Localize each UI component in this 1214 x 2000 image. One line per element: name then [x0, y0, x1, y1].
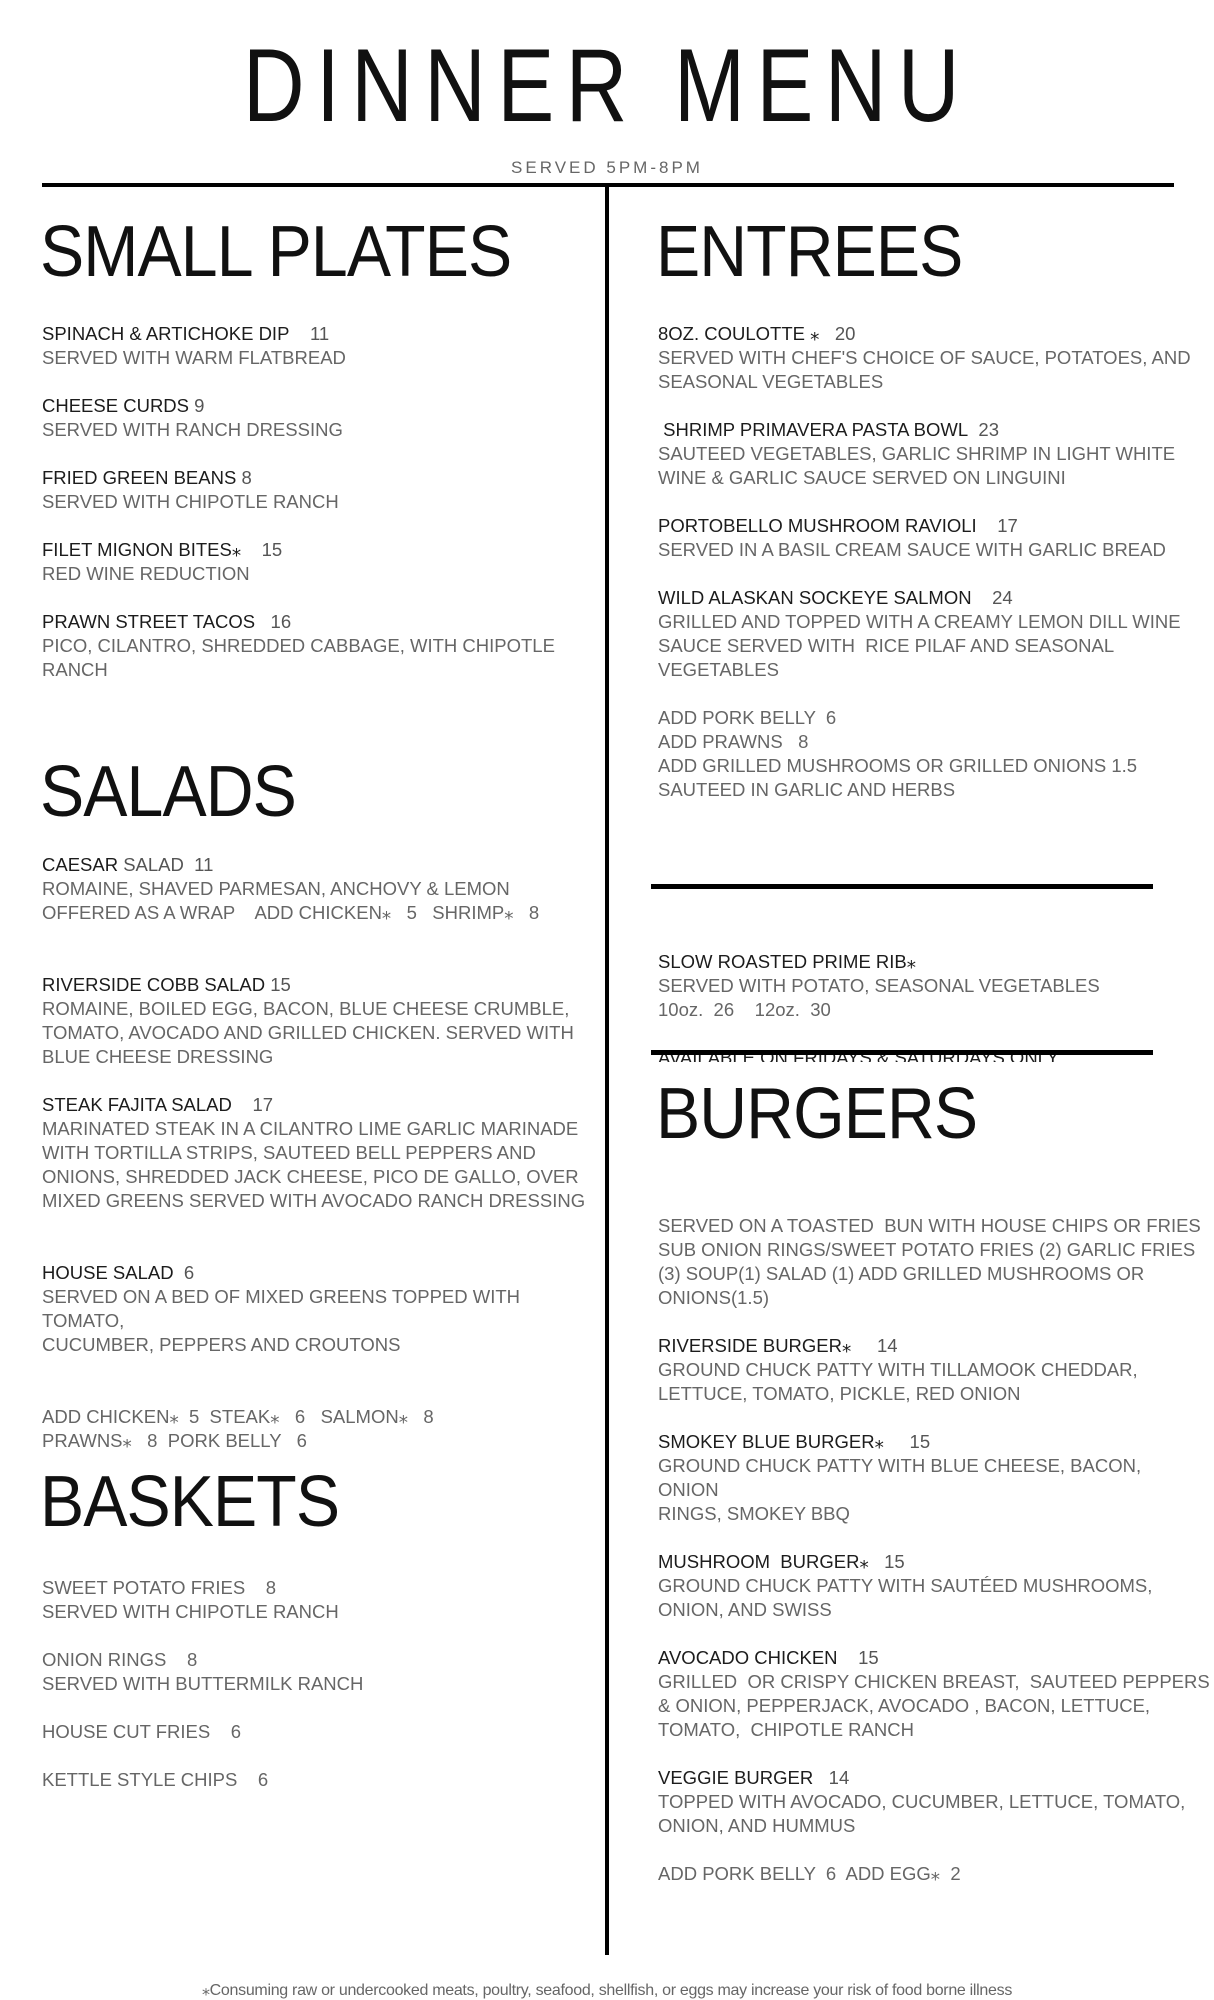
prime-rib-top-divider — [651, 884, 1153, 889]
item-description: SAUCE SERVED WITH RICE PILAF AND SEASONAL — [658, 635, 1115, 656]
menu-item — [42, 466, 582, 514]
menu-item — [42, 853, 602, 925]
item-description: SERVED WITH POTATO, SEASONAL VEGETABLES — [658, 975, 1100, 996]
service-hours: SERVED 5PM-8PM — [511, 158, 703, 177]
item-name: 8OZ. COULOTTE ⁎ — [658, 323, 820, 344]
item-name: ONION RINGS — [42, 1649, 167, 1670]
item-name: FILET MIGNON BITES⁎ — [42, 539, 242, 560]
item-name: CAESAR — [42, 854, 119, 875]
item-description: LETTUCE, TOMATO, PICKLE, RED ONION — [658, 1383, 1021, 1404]
item-description: SERVED ON A BED OF MIXED GREENS TOPPED WITH TOMATO, — [42, 1286, 521, 1331]
salads-list — [42, 853, 602, 1453]
entree-addons: ADD PRAWNS 8 — [658, 731, 809, 752]
section-title-salads: SALADS — [40, 752, 296, 832]
item-price: 24 — [992, 587, 1013, 608]
item-description: VEGETABLES — [658, 659, 779, 680]
burger-addons: ADD PORK BELLY 6 ADD EGG⁎ 2 — [658, 1863, 961, 1884]
section-title-burgers: BURGERS — [656, 1074, 978, 1154]
item-name: PORTOBELLO MUSHROOM RAVIOLI — [658, 515, 977, 536]
menu-title: DINNER MENU — [242, 28, 971, 144]
small-plates-list — [42, 322, 582, 682]
item-description: SERVED IN A BASIL CREAM SAUCE WITH GARLIC BREAD — [658, 539, 1166, 560]
item-description: ONION, AND SWISS — [658, 1599, 832, 1620]
item-description: SERVED WITH BUTTERMILK RANCH — [42, 1673, 364, 1694]
item-name: HOUSE CUT FRIES — [42, 1721, 211, 1742]
item-name: SPINACH & ARTICHOKE DIP — [42, 323, 290, 344]
menu-item — [658, 586, 1198, 682]
section-title-small-plates: SMALL PLATES — [40, 212, 512, 292]
item-sizes: 10oz. 26 12oz. 30 — [658, 999, 831, 1020]
item-description: GROUND CHUCK PATTY WITH TILLAMOOK CHEDDAR, — [658, 1359, 1138, 1380]
item-price: 15 — [261, 539, 283, 560]
item-price: 6 — [183, 1262, 195, 1283]
entree-addons: SAUTEED IN GARLIC AND HERBS — [658, 779, 956, 800]
menu-item — [658, 322, 1198, 394]
item-description: MIXED GREENS SERVED WITH AVOCADO RANCH DRESSING — [42, 1190, 586, 1211]
menu-item — [42, 1768, 582, 1792]
food-safety-footnote: ⁎Consuming raw or undercooked meats, poultry, seafood, shellfish, or eggs may increase your risk of food borne illness — [201, 1982, 1013, 1999]
menu-item — [42, 1648, 582, 1696]
item-description: RED WINE REDUCTION — [42, 563, 250, 584]
item-price: 15 — [858, 1647, 879, 1668]
item-description: SERVED WITH CHEF'S CHOICE OF SAUCE, POTATOES, AND — [658, 347, 1191, 368]
item-price: 16 — [270, 611, 292, 632]
item-description: WINE & GARLIC SAUCE SERVED ON LINGUINI — [658, 467, 1066, 488]
item-price: 15 — [270, 974, 291, 995]
item-name: RIVERSIDE COBB SALAD — [42, 974, 266, 995]
item-price: 9 — [194, 395, 205, 416]
item-description: MARINATED STEAK IN A CILANTRO LIME GARLIC MARINADE — [42, 1118, 579, 1139]
menu-item — [658, 1766, 1198, 1838]
item-name: STEAK FAJITA SALAD — [42, 1094, 232, 1115]
item-price: 17 — [997, 515, 1018, 536]
item-name: WILD ALASKAN SOCKEYE SALMON — [658, 587, 972, 608]
item-price: 8 — [265, 1577, 277, 1598]
section-title-entrees: ENTREES — [656, 212, 963, 292]
item-description: ROMAINE, SHAVED PARMESAN, ANCHOVY & LEMON — [42, 878, 510, 899]
item-price: 11 — [309, 323, 330, 344]
column-divider — [605, 185, 609, 1955]
burger-sides-info: SUB ONION RINGS/SWEET POTATO FRIES (2) GARLIC FRIES — [658, 1239, 1196, 1260]
item-description: & ONION, PEPPERJACK, AVOCADO , BACON, LETTUCE, — [658, 1695, 1151, 1716]
item-price: 15 — [884, 1551, 905, 1572]
item-description: WITH TORTILLA STRIPS, SAUTEED BELL PEPPERS AND — [42, 1142, 536, 1163]
entree-addons: ADD PORK BELLY 6 — [658, 707, 837, 728]
item-price: 20 — [834, 323, 856, 344]
item-description: GROUND CHUCK PATTY WITH BLUE CHEESE, BACON, ONION — [658, 1455, 1142, 1500]
item-description: RANCH — [42, 659, 108, 680]
burgers-list — [658, 1214, 1210, 1886]
item-description: CUCUMBER, PEPPERS AND CROUTONS — [42, 1334, 401, 1355]
menu-item — [42, 1093, 602, 1213]
item-name: SHRIMP PRIMAVERA PASTA BOWL — [663, 419, 969, 440]
menu-item — [42, 538, 582, 586]
salad-addons: PRAWNS⁎ 8 PORK BELLY 6 — [42, 1430, 307, 1451]
salad-addons: ADD CHICKEN⁎ 5 STEAK⁎ 6 SALMON⁎ 8 — [42, 1406, 434, 1427]
item-description: OFFERED AS A WRAP ADD CHICKEN⁎ 5 SHRIMP⁎ 8 — [42, 902, 540, 923]
item-price: 8 — [186, 1649, 198, 1670]
item-price: 23 — [978, 419, 999, 440]
item-description: BLUE CHEESE DRESSING — [42, 1046, 274, 1067]
item-name: KETTLE STYLE CHIPS — [42, 1769, 238, 1790]
entrees-list — [658, 322, 1198, 802]
item-description: SERVED WITH WARM FLATBREAD — [42, 347, 346, 368]
menu-item — [42, 610, 582, 682]
item-description: TOPPED WITH AVOCADO, CUCUMBER, LETTUCE, TOMATO, — [658, 1791, 1186, 1812]
item-description: TOMATO, AVOCADO AND GRILLED CHICKEN. SERVED WITH — [42, 1022, 574, 1043]
burger-sides-info: SERVED ON A TOASTED BUN WITH HOUSE CHIPS OR FRIES — [658, 1215, 1201, 1236]
burger-sides-info: ONIONS(1.5) — [658, 1287, 770, 1308]
menu-item — [658, 514, 1198, 562]
item-description: PICO, CILANTRO, SHREDDED CABBAGE, WITH CHIPOTLE — [42, 635, 555, 656]
section-title-baskets: BASKETS — [40, 1462, 340, 1542]
item-description: SEASONAL VEGETABLES — [658, 371, 884, 392]
item-description: ROMAINE, BOILED EGG, BACON, BLUE CHEESE CRUMBLE, — [42, 998, 570, 1019]
item-name: HOUSE SALAD — [42, 1262, 174, 1283]
item-name: AVOCADO CHICKEN — [658, 1647, 838, 1668]
item-price: 11 — [194, 854, 214, 875]
item-description: TOMATO, CHIPOTLE RANCH — [658, 1719, 914, 1740]
item-price: 8 — [241, 467, 252, 488]
item-name: RIVERSIDE BURGER⁎ — [658, 1335, 852, 1356]
menu-item — [658, 1550, 1198, 1622]
prime-rib-bottom-divider — [651, 1050, 1153, 1055]
item-description: SAUTEED VEGETABLES, GARLIC SHRIMP IN LIGHT WHITE — [658, 443, 1176, 464]
item-name: VEGGIE BURGER — [658, 1767, 814, 1788]
menu-item — [658, 1430, 1198, 1526]
item-price: 17 — [252, 1094, 274, 1115]
burger-sides-info: (3) SOUP(1) SALAD (1) ADD GRILLED MUSHROOMS OR — [658, 1263, 1145, 1284]
menu-item — [42, 1576, 582, 1624]
menu-item — [658, 1334, 1198, 1406]
baskets-list — [42, 1576, 582, 1792]
item-description: ONIONS, SHREDDED JACK CHEESE, PICO DE GALLO, OVER — [42, 1166, 579, 1187]
entree-addons: ADD GRILLED MUSHROOMS OR GRILLED ONIONS 1.5 — [658, 755, 1138, 776]
item-name: SWEET POTATO FRIES — [42, 1577, 246, 1598]
menu-item — [658, 418, 1198, 490]
item-name-suffix: SALAD — [123, 854, 184, 875]
item-name: SMOKEY BLUE BURGER⁎ — [658, 1431, 884, 1452]
item-description: GRILLED OR CRISPY CHICKEN BREAST, SAUTEED PEPPERS — [658, 1671, 1210, 1692]
item-price: 14 — [876, 1335, 898, 1356]
item-description: SERVED WITH CHIPOTLE RANCH — [42, 1601, 339, 1622]
item-description: RINGS, SMOKEY BBQ — [658, 1503, 850, 1524]
item-price: 15 — [909, 1431, 931, 1452]
item-price: 6 — [230, 1721, 242, 1742]
item-name: SLOW ROASTED PRIME RIB⁎ — [658, 951, 917, 972]
item-name: FRIED GREEN BEANS — [42, 467, 237, 488]
item-description: SERVED WITH RANCH DRESSING — [42, 419, 343, 440]
menu-item — [658, 1646, 1210, 1742]
item-description: GROUND CHUCK PATTY WITH SAUTÉED MUSHROOMS, — [658, 1575, 1153, 1596]
menu-item — [42, 322, 582, 370]
menu-item — [42, 1720, 582, 1744]
menu-item — [42, 973, 602, 1069]
item-description: GRILLED AND TOPPED WITH A CREAMY LEMON DILL WINE — [658, 611, 1181, 632]
menu-item — [42, 1261, 602, 1357]
item-name: MUSHROOM BURGER⁎ — [658, 1551, 869, 1572]
item-price: 14 — [828, 1767, 850, 1788]
item-price: 6 — [257, 1769, 269, 1790]
item-description: SERVED WITH CHIPOTLE RANCH — [42, 491, 339, 512]
prime-rib-special — [658, 950, 1178, 1062]
item-name: PRAWN STREET TACOS — [42, 611, 256, 632]
item-description: ONION, AND HUMMUS — [658, 1815, 856, 1836]
menu-item — [42, 394, 582, 442]
item-name: CHEESE CURDS — [42, 395, 189, 416]
